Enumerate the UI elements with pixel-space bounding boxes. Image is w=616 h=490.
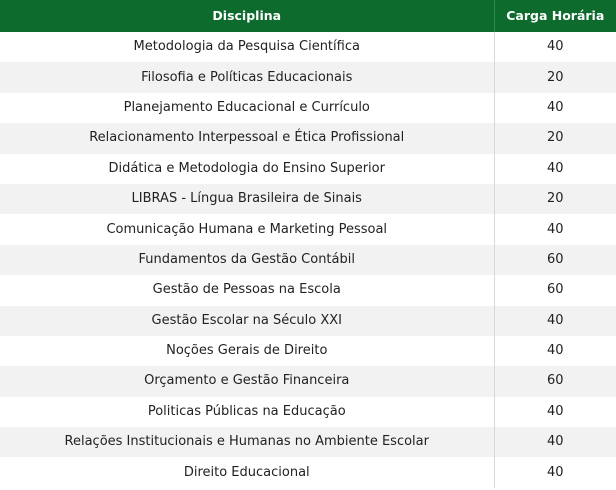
hours-cell: 40	[546, 403, 564, 419]
table-row	[0, 427, 616, 457]
hours-cell: 20	[546, 69, 564, 85]
table-row	[0, 457, 616, 487]
discipline-cell: Relações Institucionais e Humanas no Ambiente Escolar	[0, 427, 494, 457]
hours-cell: 40	[546, 221, 564, 237]
hours-cell: 40	[546, 99, 564, 115]
table-row	[0, 32, 616, 62]
table-row	[0, 214, 616, 244]
hours-cell: 40	[546, 312, 564, 328]
hours-cell: 20	[546, 130, 564, 146]
hours-cell: 40	[546, 160, 564, 176]
table-row	[0, 62, 616, 92]
hours-cell: 60	[546, 251, 564, 267]
table-header	[0, 0, 616, 32]
hours-cell: 20	[546, 191, 564, 207]
hours-cell: 40	[546, 39, 564, 55]
discipline-cell: Filosofia e Políticas Educacionais	[0, 62, 494, 92]
table-row	[0, 93, 616, 123]
table-row	[0, 123, 616, 153]
table-row	[0, 154, 616, 184]
table-row	[0, 275, 616, 305]
table-row	[0, 245, 616, 275]
hours-cell: 40	[546, 434, 564, 450]
discipline-cell: Metodologia da Pesquisa Científica	[0, 32, 494, 62]
hours-cell: 60	[546, 282, 564, 298]
header-hours: Carga Horária	[506, 8, 605, 23]
discipline-cell: Fundamentos da Gestão Contábil	[0, 245, 494, 275]
discipline-cell: Noções Gerais de Direito	[0, 336, 494, 366]
discipline-cell: Gestão Escolar na Século XXI	[0, 306, 494, 336]
table-row	[0, 366, 616, 396]
hours-cell: 60	[546, 373, 564, 389]
table-row	[0, 306, 616, 336]
discipline-cell: Orçamento e Gestão Financeira	[0, 366, 494, 396]
table-row	[0, 184, 616, 214]
discipline-cell: Politicas Públicas na Educação	[0, 397, 494, 427]
discipline-cell: Comunicação Humana e Marketing Pessoal	[0, 214, 494, 244]
discipline-cell: Gestão de Pessoas na Escola	[0, 275, 494, 305]
header-row	[0, 0, 616, 32]
table-body	[0, 32, 616, 488]
discipline-cell: LIBRAS - Língua Brasileira de Sinais	[0, 184, 494, 214]
hours-cell: 40	[546, 464, 564, 480]
discipline-cell: Planejamento Educacional e Currículo	[0, 93, 494, 123]
table-row	[0, 336, 616, 366]
discipline-cell: Relacionamento Interpessoal e Ética Profissional	[0, 123, 494, 153]
discipline-cell: Direito Educacional	[0, 457, 494, 487]
discipline-cell: Didática e Metodologia do Ensino Superior	[0, 154, 494, 184]
hours-cell: 40	[546, 343, 564, 359]
table-row	[0, 397, 616, 427]
header-discipline: Disciplina	[0, 0, 494, 32]
